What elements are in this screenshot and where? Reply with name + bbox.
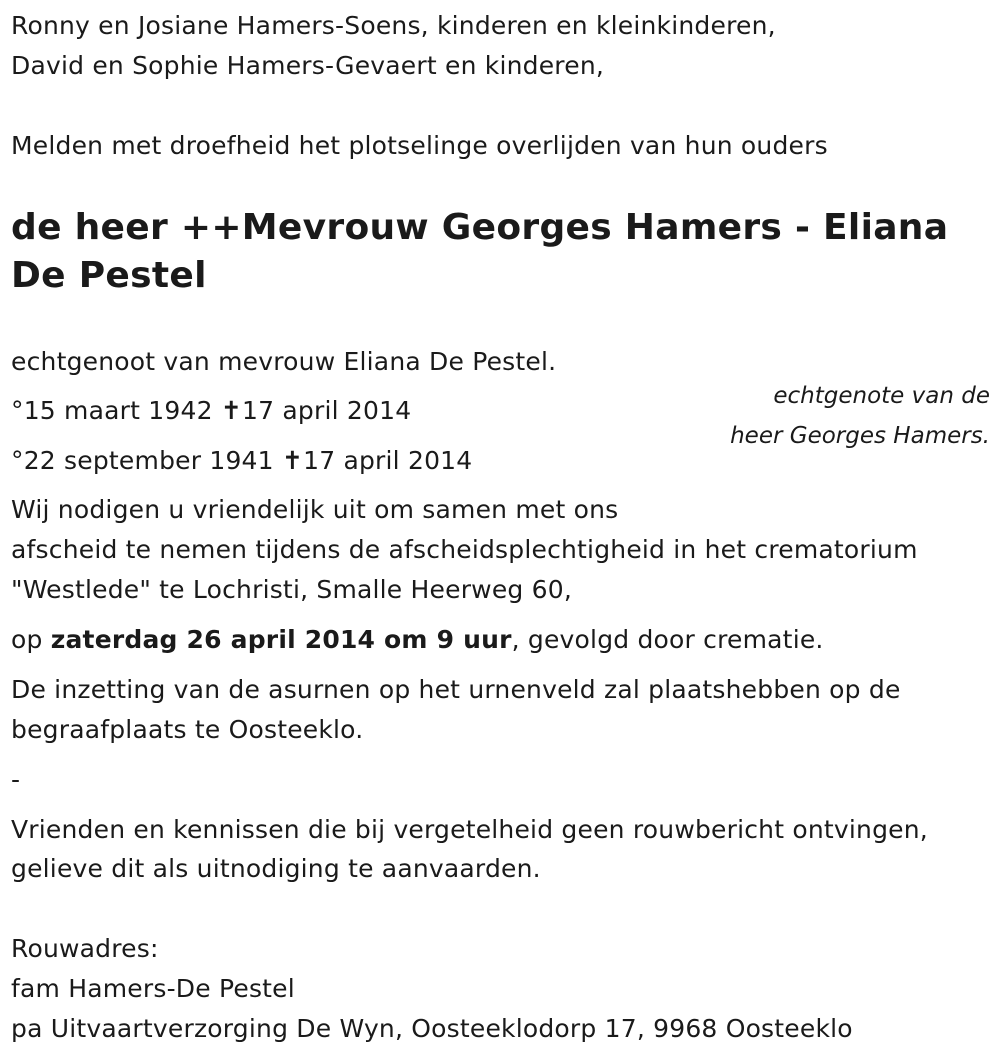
cross-icon: ✝	[220, 396, 243, 425]
separator: -	[11, 765, 21, 794]
address-line-2: pa Uitvaartverzorging De Wyn, Oosteeklodorp 17, 9968 Oosteeklo	[11, 1014, 853, 1043]
notice-line-2: gelieve dit als uitnodiging te aanvaarden.	[11, 854, 541, 883]
urn-line-1: De inzetting van de asurnen op het urnenveld zal plaatshebben op de	[11, 675, 901, 704]
ceremony-line	[11, 620, 824, 660]
ceremony-prefix: op	[11, 625, 51, 654]
notice-line-1: Vrienden en kennissen die bij vergetelheid geen rouwbericht ontvingen,	[11, 815, 928, 844]
dates-line-1	[11, 391, 411, 431]
invitation-line-1: Wij nodigen u vriendelijk uit om samen met ons	[11, 495, 619, 524]
address-line-1: fam Hamers-De Pestel	[11, 974, 295, 1003]
dates-line-2	[11, 441, 472, 481]
family-line-2: David en Sophie Hamers-Gevaert en kinderen,	[11, 51, 605, 80]
family-line-1: Ronny en Josiane Hamers-Soens, kinderen en kleinkinderen,	[11, 11, 776, 40]
birth-date-1: °15 maart 1942	[11, 396, 213, 425]
death-date-1: 17 april 2014	[242, 396, 412, 425]
urn-line-2: begraafplaats te Oosteeklo.	[11, 715, 364, 744]
deceased-title: de heer ++Mevrouw Georges Hamers - Eliana De Pestel	[11, 207, 949, 296]
ceremony-suffix: , gevolgd door crematie.	[511, 625, 824, 654]
spouse-side-note: echtgenote van de heer Georges Hamers.	[730, 383, 990, 449]
invitation-line-2: afscheid te nemen tijdens de afscheidsplechtigheid in het crematorium	[11, 535, 918, 564]
ceremony-date: zaterdag 26 april 2014 om 9 uur	[50, 625, 512, 654]
death-date-2: 17 april 2014	[303, 446, 473, 475]
address-heading: Rouwadres:	[11, 934, 159, 963]
invitation-line-3: "Westlede" te Lochristi, Smalle Heerweg 60,	[11, 575, 572, 604]
announcement-text: Melden met droefheid het plotselinge overlijden van hun ouders	[11, 131, 828, 160]
spouse-note: echtgenoot van mevrouw Eliana De Pestel.	[11, 347, 557, 376]
cross-icon: ✝	[281, 446, 304, 475]
birth-date-2: °22 september 1941	[11, 446, 274, 475]
